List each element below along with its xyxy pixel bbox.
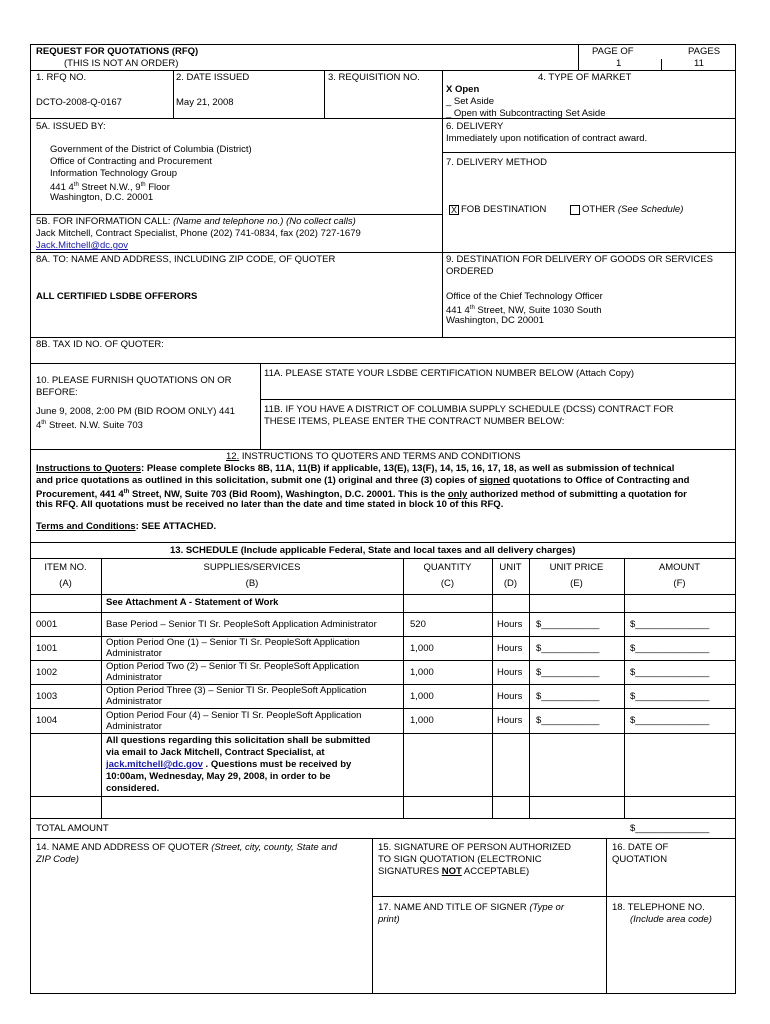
signer-name-label-1: 17. NAME AND TITLE OF SIGNER (Type or xyxy=(378,902,565,913)
quotation-date-label-1: 16. DATE OF xyxy=(612,842,669,853)
market-open-option[interactable]: X Open xyxy=(446,84,480,95)
row-description: Option Period One (1) – Senior TI Sr. PeopleSoft Application xyxy=(106,637,360,648)
page-of-label: PAGE OF xyxy=(592,46,634,57)
destination-line-1: Office of the Chief Technology Officer xyxy=(446,291,603,302)
row-unit: Hours xyxy=(497,667,523,678)
row-unit-price-field[interactable]: $___________ xyxy=(536,691,600,702)
questions-note-line-3: jack.mitchell@dc.gov . Questions must be received by xyxy=(106,759,352,770)
pages-total: 11 xyxy=(694,58,704,69)
row-unit: Hours xyxy=(497,715,523,726)
rfq-no-label: 1. RFQ NO. xyxy=(36,72,87,83)
col-unit-sub: (D) xyxy=(503,578,518,589)
delivery-value: Immediately upon notification of contract award. xyxy=(446,133,648,144)
row-description: Option Period Four (4) – Senior TI Sr. PeopleSoft Application xyxy=(106,710,362,721)
col-supplies: SUPPLIES/SERVICES xyxy=(203,562,301,573)
row-description: Option Period Three (3) – Senior TI Sr. PeopleSoft Application xyxy=(106,685,367,696)
quoter-address-label-1: 14. NAME AND ADDRESS OF QUOTER (Street, city, county, State and xyxy=(36,842,338,853)
row-description-2: Administrator xyxy=(106,696,162,707)
col-amount-sub: (F) xyxy=(673,578,686,589)
row-item-no: 0001 xyxy=(36,619,58,630)
issuer-line-3: Information Technology Group xyxy=(50,168,178,179)
questions-note-line-4: 10:00am, Wednesday, May 29, 2008, in order to be xyxy=(106,771,331,782)
row-amount-field[interactable]: $______________ xyxy=(630,667,710,678)
market-subcontract-option[interactable]: _ Open with Subcontracting Set Aside xyxy=(446,108,606,119)
row-quantity: 1,000 xyxy=(410,715,434,726)
destination-label-1: 9. DESTINATION FOR DELIVERY OF GOODS OR SERVICES xyxy=(446,254,713,265)
schedule-heading: 13. SCHEDULE (Include applicable Federal, State and local taxes and all delivery charges) xyxy=(170,545,576,556)
col-item-no-sub: (A) xyxy=(59,578,72,589)
fob-destination-label: FOB DESTINATION xyxy=(461,204,547,215)
quote-due-label-1: 10. PLEASE FURNISH QUOTATIONS ON OR xyxy=(36,375,232,386)
issuer-line-2: Office of Contracting and Procurement xyxy=(50,156,212,167)
attachment-note: See Attachment A - Statement of Work xyxy=(106,597,279,608)
issuer-line-4: 441 4th Street N.W., 9th Floor xyxy=(50,182,170,194)
info-call-label: 5B. FOR INFORMATION CALL: (Name and telephone no.) (No collect calls) xyxy=(36,216,356,227)
issuer-line-5: Washington, D.C. 20001 xyxy=(50,192,154,203)
row-item-no: 1002 xyxy=(36,667,58,678)
row-item-no: 1004 xyxy=(36,715,58,726)
form-title: REQUEST FOR QUOTATIONS (RFQ) xyxy=(36,46,199,57)
col-supplies-sub: (B) xyxy=(245,578,259,589)
row-amount-field[interactable]: $______________ xyxy=(630,643,710,654)
row-quantity: 1,000 xyxy=(410,691,434,702)
page-number: 1 xyxy=(616,58,622,69)
info-call-contact: Jack Mitchell, Contract Specialist, Phone (202) 741-0834, fax (202) 727-1679 xyxy=(36,228,361,239)
row-quantity: 520 xyxy=(410,619,426,630)
lsdbe-cert-label: 11A. PLEASE STATE YOUR LSDBE CERTIFICATION NUMBER BELOW (Attach Copy) xyxy=(264,368,635,379)
issued-by-label: 5A. ISSUED BY: xyxy=(36,121,106,132)
instructions-line-4: this RFQ. All quotations must be received no later than the date and time stated in block 10 of this RFQ. xyxy=(36,499,504,510)
row-description: Base Period – Senior TI Sr. PeopleSoft Application Administrator xyxy=(106,619,377,630)
questions-email-link[interactable]: jack.mitchell@dc.gov xyxy=(106,759,203,770)
other-checkbox[interactable] xyxy=(570,205,580,215)
row-amount-field[interactable]: $______________ xyxy=(630,619,710,630)
dcss-contract-label-2: THESE ITEMS, PLEASE ENTER THE CONTRACT NUMBER BELOW: xyxy=(264,416,565,427)
row-item-no: 1003 xyxy=(36,691,58,702)
row-quantity: 1,000 xyxy=(410,667,434,678)
signer-name-label-2: print) xyxy=(378,914,400,925)
questions-note-line-5: considered. xyxy=(106,783,160,794)
col-quantity-sub: (C) xyxy=(440,578,455,589)
requisition-no-label: 3. REQUISITION NO. xyxy=(328,72,420,83)
row-amount-field[interactable]: $______________ xyxy=(630,715,710,726)
terms-and-conditions: Terms and Conditions: SEE ATTACHED. xyxy=(36,521,217,532)
col-amount: AMOUNT xyxy=(658,562,701,573)
lsdbe-cert-field[interactable] xyxy=(264,381,730,397)
row-unit: Hours xyxy=(497,691,523,702)
rfq-no-value[interactable]: DCTO-2008-Q-0167 xyxy=(36,97,122,108)
row-unit-price-field[interactable]: $___________ xyxy=(536,715,600,726)
quoter-address-field[interactable] xyxy=(36,870,366,988)
signature-label-3: SIGNATURES NOT ACCEPTABLE) xyxy=(378,866,530,877)
col-quantity: QUANTITY xyxy=(423,562,472,573)
tax-id-label: 8B. TAX ID NO. OF QUOTER: xyxy=(36,339,164,350)
quote-due-value-2: 4th Street. N.W. Suite 703 xyxy=(36,420,143,432)
quoter-name-address-value[interactable]: ALL CERTIFIED LSDBE OFFERORS xyxy=(36,291,198,302)
row-description-2: Administrator xyxy=(106,648,162,659)
row-unit-price-field[interactable]: $___________ xyxy=(536,619,600,630)
dcss-contract-label-1: 11B. IF YOU HAVE A DISTRICT OF COLUMBIA SUPPLY SCHEDULE (DCSS) CONTRACT FOR xyxy=(264,404,674,415)
total-amount-field[interactable]: $______________ xyxy=(630,823,710,834)
col-unit-price-sub: (E) xyxy=(570,578,583,589)
telephone-label-2: (Include area code) xyxy=(630,914,712,925)
form-subtitle: (THIS IS NOT AN ORDER) xyxy=(64,58,179,69)
col-unit-price: UNIT PRICE xyxy=(549,562,604,573)
row-unit: Hours xyxy=(497,643,523,654)
row-description-2: Administrator xyxy=(106,672,162,683)
row-quantity: 1,000 xyxy=(410,643,434,654)
quote-due-label-2: BEFORE: xyxy=(36,387,78,398)
quote-due-value-1: June 9, 2008, 2:00 PM (BID ROOM ONLY) 441 xyxy=(36,406,235,417)
instructions-line-1: Instructions to Quoters: Please complete Blocks 8B, 11A, 11(B) if applicable, 13(E), 13(F), 14, 15, 16, 17, 18, as well as submission of technical xyxy=(36,463,675,474)
fob-destination-checkbox[interactable]: X xyxy=(450,205,457,215)
row-description: Option Period Two (2) – Senior TI Sr. PeopleSoft Application xyxy=(106,661,360,672)
date-issued-label: 2. DATE ISSUED xyxy=(176,72,250,83)
telephone-label-1: 18. TELEPHONE NO. xyxy=(612,902,705,913)
quoter-address-label-2: ZIP Code) xyxy=(36,854,79,865)
destination-line-2: 441 4th Street, NW, Suite 1030 South xyxy=(446,305,602,317)
other-label: OTHER (See Schedule) xyxy=(582,204,684,215)
quoter-name-address-label: 8A. TO: NAME AND ADDRESS, INCLUDING ZIP CODE, OF QUOTER xyxy=(36,254,336,265)
questions-note-line-1: All questions regarding this solicitation shall be submitted xyxy=(106,735,371,746)
row-unit-price-field[interactable]: $___________ xyxy=(536,667,600,678)
row-item-no: 1001 xyxy=(36,643,58,654)
market-set-aside-option[interactable]: _ Set Aside xyxy=(446,96,495,107)
row-amount-field[interactable]: $______________ xyxy=(630,691,710,702)
row-unit: Hours xyxy=(497,619,523,630)
total-amount-label: TOTAL AMOUNT xyxy=(36,823,109,834)
pages-label: PAGES xyxy=(688,46,721,57)
delivery-label: 6. DELIVERY xyxy=(446,121,504,132)
questions-note-line-2: via email to Jack Mitchell, Contract Specialist, at xyxy=(106,747,325,758)
destination-line-3: Washington, DC 20001 xyxy=(446,315,544,326)
destination-label-2: ORDERED xyxy=(446,266,494,277)
type-of-market-label: 4. TYPE OF MARKET xyxy=(538,72,632,83)
signature-label-1: 15. SIGNATURE OF PERSON AUTHORIZED xyxy=(378,842,572,853)
quotation-date-label-2: QUOTATION xyxy=(612,854,668,865)
col-unit: UNIT xyxy=(499,562,522,573)
row-unit-price-field[interactable]: $___________ xyxy=(536,643,600,654)
tax-id-field[interactable] xyxy=(200,339,730,359)
date-issued-value[interactable]: May 21, 2008 xyxy=(176,97,234,108)
row-description-2: Administrator xyxy=(106,721,162,732)
instructions-heading: 12. INSTRUCTIONS TO QUOTERS AND TERMS AND CONDITIONS xyxy=(226,451,521,462)
delivery-method-label: 7. DELIVERY METHOD xyxy=(446,157,548,168)
issuer-line-1: Government of the District of Columbia (District) xyxy=(50,144,252,155)
signature-label-2: TO SIGN QUOTATION (ELECTRONIC xyxy=(378,854,542,865)
col-item-no: ITEM NO. xyxy=(44,562,87,573)
instructions-line-3: Procurement, 441 4th Street, NW, Suite 703 (Bid Room), Washington, D.C. 20001. This is the only authorized method of submitting a quotation for xyxy=(36,489,687,501)
instructions-line-2: and price quotations as outlined in this solicitation, submit one (1) original and three (3) copies of signed quotations to Office of Contracting and xyxy=(36,475,690,486)
info-call-email-link[interactable]: Jack.Mitchell@dc.gov xyxy=(36,240,129,251)
dcss-contract-field[interactable] xyxy=(264,429,730,447)
